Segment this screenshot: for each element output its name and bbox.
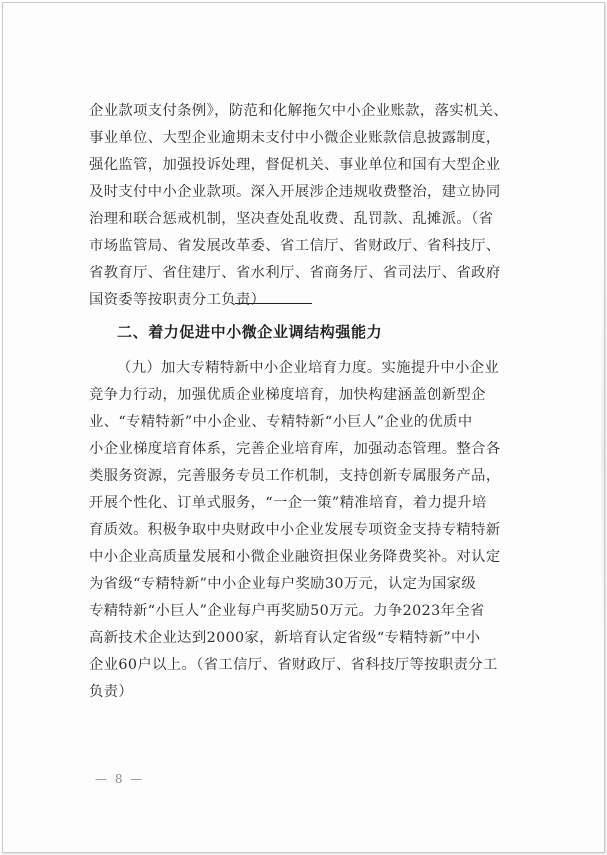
text-line: （九）加大专精特新中小企业培育力度。实施提升中小企业 — [117, 360, 500, 376]
text-line: 及时支付中小企业款项。深入开展涉企违规收费整治，建立协同 — [89, 184, 501, 200]
scan-shadow — [601, 243, 604, 663]
text-line: 高新技术企业达到2000家，新培育认定省级“专精特新”中小 — [89, 630, 481, 646]
document-page — [2, 2, 605, 853]
text-line: 中小企业高质量发展和小微企业融资担保业务降费奖补。对认定 — [89, 549, 501, 565]
text-line: 小企业梯度培育体系，完善企业培育库，加强动态管理。整合各 — [89, 441, 501, 457]
text-line: 竞争力行动，加强优质企业梯度培育，加快构建涵盖创新型企 — [89, 387, 486, 403]
text-line: 企业款项支付条例》，防范和化解拖欠中小企业账款，落实机关、 — [89, 103, 509, 119]
section-heading: 二、着力促进中小微企业调结构强能力 — [117, 323, 383, 341]
text-line: 业、“专精特新”中小企业、专精特新“小巨人”企业的优质中 — [89, 414, 473, 430]
text-line: 强化监管，加强投诉处理，督促机关、事业单位和国有大型企业 — [89, 157, 501, 173]
text-line: 为省级“专精特新”中小企业每户奖励30万元，认定为国家级 — [89, 576, 477, 592]
text-line: 专精特新“小巨人”企业每户再奖励50万元。力争2023年全省 — [89, 603, 485, 619]
text-line: 类服务资源，完善服务专员工作机制，支持创新专属服务产品， — [89, 468, 501, 484]
text-line: 负责） — [89, 684, 134, 700]
text-line: 治理和联合惩戒机制，坚决查处乱收费、乱罚款、乱摊派。（省 — [89, 211, 494, 227]
text-line: 开展个性化、订单式服务，“一企一策”精准培育，着力提升培 — [89, 495, 487, 511]
text-line: 企业60户以上。（省工信厅、省财政厅、省科技厅等按职责分工 — [89, 657, 498, 673]
page-number: — 8 — — [95, 772, 145, 786]
text-line: 国资委等按职责分工负责） — [89, 292, 266, 308]
text-line: 事业单位、大型企业逾期未支付中小微企业账款信息披露制度， — [89, 130, 501, 146]
text-line: 育质效。积极争取中央财政中小企业发展专项资金支持专精特新 — [89, 522, 501, 538]
text-line: 省教育厅、省住建厅、省水利厅、省商务厅、省司法厅、省政府 — [89, 265, 501, 281]
text-line: 市场监管局、省发展改革委、省工信厅、省财政厅、省科技厅、 — [89, 238, 501, 254]
